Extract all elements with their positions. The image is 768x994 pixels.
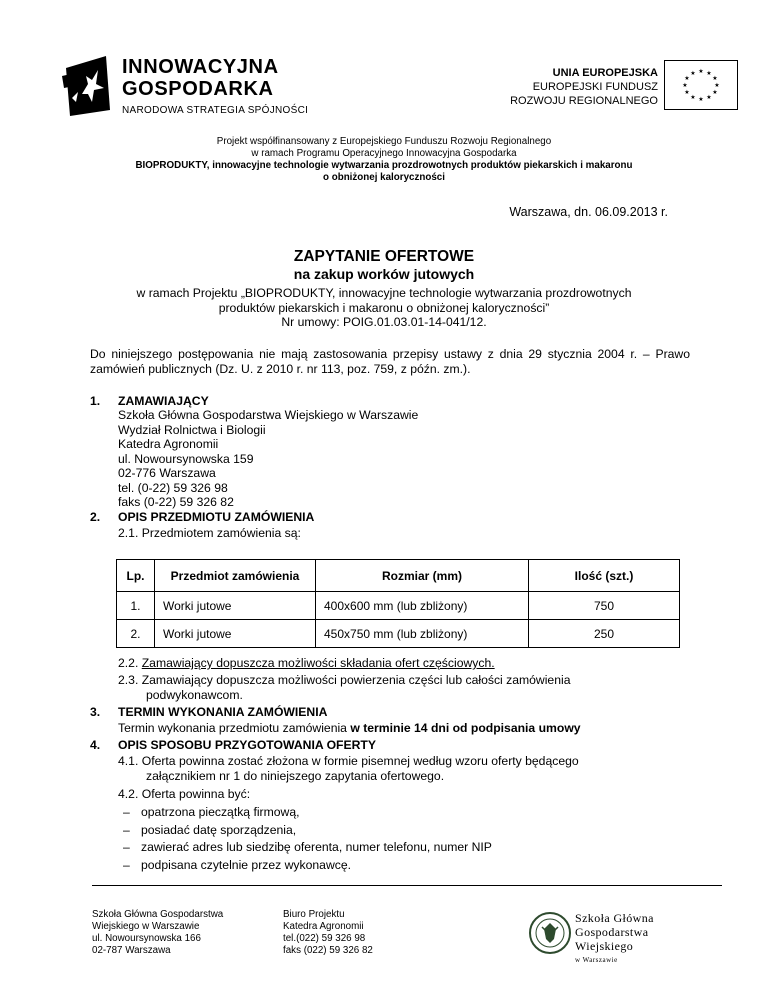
project-reference-line1: w ramach Projektu „BIOPRODUKTY, innowacyjne technologie wytwarzania prozdrowotnych (136, 286, 632, 300)
footer-line: Szkoła Główna Gospodarstwa (92, 909, 224, 920)
table-header-cell: Przedmiot zamówienia (155, 560, 316, 592)
list-item-text: podpisana czytelnie przez wykonawcę. (141, 857, 352, 872)
list-item (123, 858, 492, 876)
paragraph-2-3-line2: podwykonawcom. (146, 687, 243, 702)
footer-line: faks (022) 59 326 82 (283, 945, 373, 956)
table-row (117, 620, 680, 648)
contract-number: Nr umowy: POIG.01.03.01-14-041/12. (281, 315, 487, 329)
project-reference (60, 286, 708, 330)
paragraph-2-1: 2.1. Przedmiotem zamówienia są: (118, 526, 301, 540)
eu-logo-line3: ROZWOJU REGIONALNEGO (510, 95, 658, 107)
svg-text:★: ★ (706, 70, 712, 77)
eu-logo-text (510, 66, 658, 108)
table-cell: 2. (117, 620, 155, 648)
address-line: Katedra Agronomii (118, 437, 219, 451)
paragraph-4-1-line2: załącznikiem nr 1 do niniejszego zapytania ofertowego. (146, 768, 445, 783)
table-row (117, 592, 680, 620)
paragraph-2-3-line1: 2.3. Zamawiający dopuszcza możliwości powierzenia części lub całości zamówienia (118, 673, 571, 687)
eu-logo-line2: EUROPEJSKI FUNDUSZ (532, 81, 658, 93)
project-line3: BIOPRODUKTY, innowacyjne technologie wytwarzania prozdrowotnych produktów piekarskich i makaronu (135, 160, 633, 171)
paragraph-2-2 (118, 656, 495, 671)
section-2-heading: OPIS PRZEDMIOTU ZAMÓWIENIA (118, 510, 315, 524)
svg-text:★: ★ (712, 75, 718, 82)
table-header-cell: Rozmiar (mm) (316, 560, 529, 592)
address-line: Szkoła Główna Gospodarstwa Wiejskiego w Warszawie (118, 408, 419, 422)
project-info (60, 136, 708, 184)
ordering-party-address (118, 408, 418, 510)
section-3-number: 3. (90, 705, 101, 719)
order-items-table (116, 559, 680, 648)
svg-text:★: ★ (682, 82, 688, 89)
paragraph-4-1 (118, 754, 579, 783)
list-bullet: – (123, 857, 130, 872)
list-item-text: posiadać datę sporządzenia, (141, 822, 297, 837)
table-cell: 750 (529, 592, 680, 620)
sggw-logo-line: w Warszawie (575, 956, 618, 964)
list-item (123, 823, 492, 841)
address-line: faks (0-22) 59 326 82 (118, 495, 234, 509)
footer-line: ul. Nowoursynowska 166 (92, 933, 201, 944)
footer-line: Biuro Projektu (283, 909, 345, 920)
svg-text:★: ★ (712, 89, 718, 96)
svg-text:★: ★ (698, 68, 704, 75)
footer-divider (92, 885, 722, 886)
address-line: 02-776 Warszawa (118, 466, 216, 480)
svg-text:★: ★ (698, 96, 704, 103)
project-line4: o obniżonej kaloryczności (323, 172, 445, 183)
list-item-text: zawierać adres lub siedzibę oferenta, numer telefonu, numer NIP (141, 840, 492, 854)
table-header-cell: Lp. (117, 560, 155, 592)
section-2-number: 2. (90, 510, 101, 524)
paragraph-2-3 (118, 673, 570, 702)
document-subtitle: na zakup worków jutowych (293, 266, 475, 282)
section-1-number: 1. (90, 394, 101, 408)
table-cell: 450x750 mm (lub zbliżony) (316, 620, 529, 648)
ig-logo-line2: GOSPODARKA (122, 78, 274, 100)
table-header-cell: Ilość (szt.) (529, 560, 680, 592)
table-cell: Worki jutowe (155, 620, 316, 648)
intro-paragraph: Do niniejszego postępowania nie mają zastosowania przepisy ustawy z dnia 29 stycznia 2004 r. – Prawo zamówień publicznych (Dz. U. z 2010 r. nr 113, poz. 759, z późn. zm.). (90, 347, 690, 376)
innowacyjna-gospodarka-emblem-icon (62, 54, 114, 118)
svg-text:★: ★ (690, 70, 696, 77)
svg-text:★: ★ (706, 94, 712, 101)
list-bullet: – (123, 822, 130, 837)
project-line2: w ramach Programu Operacyjnego Innowacyjna Gospodarka (251, 148, 517, 159)
section-4-heading: OPIS SPOSOBU PRZYGOTOWANIA OFERTY (118, 738, 376, 752)
svg-text:★: ★ (690, 94, 696, 101)
paragraph-4-2: 4.2. Oferta powinna być: (118, 787, 251, 801)
section-1-heading: ZAMAWIAJĄCY (118, 394, 209, 408)
sggw-emblem-icon (528, 907, 572, 959)
ig-logo-line1: INNOWACYJNA (122, 56, 279, 78)
ig-logo-line3: NARODOWA STRATEGIA SPÓJNOŚCI (122, 105, 309, 116)
svg-text:★: ★ (684, 75, 690, 82)
table-cell: Worki jutowe (155, 592, 316, 620)
list-bullet: – (123, 840, 130, 854)
eu-logo-line1: UNIA EUROPEJSKA (552, 67, 658, 79)
table-cell: 400x600 mm (lub zbliżony) (316, 592, 529, 620)
footer-line: tel.(022) 59 326 98 (283, 933, 366, 944)
table-cell: 250 (529, 620, 680, 648)
address-line: tel. (0-22) 59 326 98 (118, 480, 228, 495)
sggw-logo-line: Wiejskiego (575, 939, 634, 953)
deadline-text-bold: w terminie 14 dni od podpisania umowy (350, 721, 581, 735)
paragraph-4-1-line1: 4.1. Oferta powinna zostać złożona w formie pisemnej według wzoru oferty będącego (118, 754, 579, 768)
table-header-row (117, 560, 680, 592)
footer-line: Wiejskiego w Warszawie (92, 921, 200, 932)
paragraph-2-2-text: Zamawiający dopuszcza możliwości składania ofert częściowych. (141, 656, 495, 670)
list-item (123, 805, 492, 823)
svg-text:★: ★ (684, 89, 690, 96)
offer-requirements-list (123, 805, 492, 875)
footer-line: 02-787 Warszawa (92, 945, 171, 956)
table-cell: 1. (117, 592, 155, 620)
innowacyjna-gospodarka-logo (62, 50, 317, 122)
place-date: Warszawa, dn. 06.09.2013 r. (509, 205, 668, 219)
footer-university-address (92, 909, 223, 957)
sggw-logo-line: Szkoła Główna (575, 911, 654, 925)
project-reference-line2: produktów piekarskich i makaronu o obniżonej kaloryczności” (218, 300, 550, 315)
eu-flag-icon (664, 60, 738, 110)
paragraph-2-2-number: 2.2. (118, 656, 139, 670)
project-line1: Projekt współfinansowany z Europejskiego Funduszu Rozwoju Regionalnego (216, 136, 552, 147)
sggw-logo-text (575, 911, 654, 967)
deadline-text-plain: Termin wykonania przedmiotu zamówienia (118, 721, 351, 735)
sggw-logo-line: Gospodarstwa (575, 925, 649, 939)
deadline-text (118, 721, 581, 736)
section-3-heading: TERMIN WYKONANIA ZAMÓWIENIA (118, 705, 328, 719)
address-line: ul. Nowoursynowska 159 (118, 451, 254, 466)
document-title: ZAPYTANIE OFERTOWE (293, 248, 475, 265)
list-item-text: opatrzona pieczątką firmową, (141, 805, 300, 819)
address-line: Wydział Rolnictwa i Biologii (118, 422, 266, 437)
footer-project-office (283, 909, 373, 957)
footer-line: Katedra Agronomii (283, 921, 364, 932)
section-4-number: 4. (90, 738, 101, 752)
svg-text:★: ★ (714, 82, 720, 89)
list-bullet: – (123, 805, 130, 819)
list-item (123, 840, 492, 858)
